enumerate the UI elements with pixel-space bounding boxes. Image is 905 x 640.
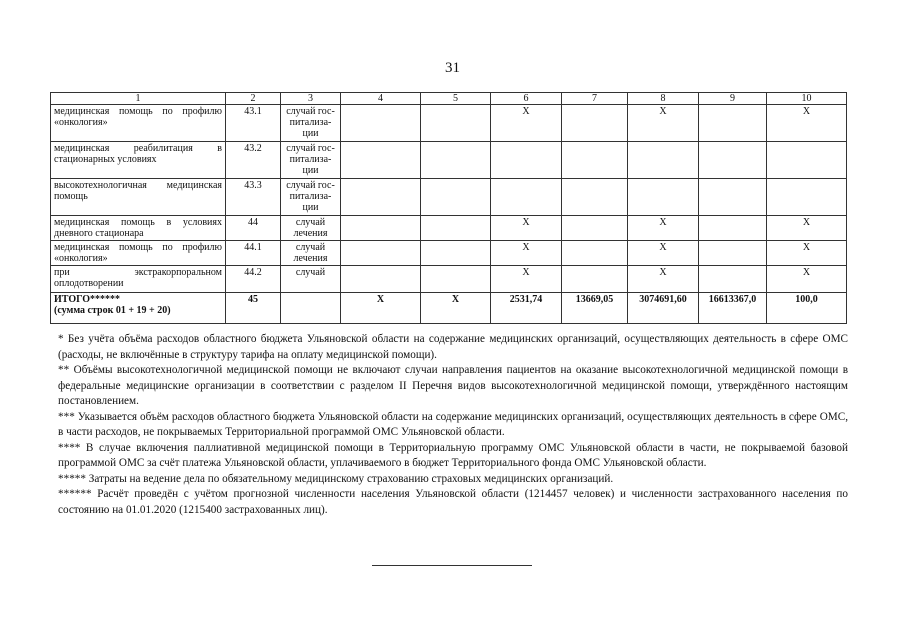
- table-cell: Х: [341, 293, 421, 324]
- table-cell: Х: [491, 216, 562, 241]
- table-cell: [767, 179, 847, 216]
- table-cell: 3074691,60: [628, 293, 699, 324]
- row-label: при экстракорпоральном оплодотворении: [51, 266, 226, 293]
- total-label-cell: [51, 293, 226, 324]
- table-cell: [699, 266, 767, 293]
- table-cell: Х: [767, 216, 847, 241]
- total-row: [51, 293, 847, 324]
- table-cell: 100,0: [767, 293, 847, 324]
- table-row: [51, 142, 847, 179]
- table-cell: [562, 179, 628, 216]
- table-cell: [699, 105, 767, 142]
- table-cell: [421, 216, 491, 241]
- table-cell: Х: [767, 105, 847, 142]
- table-cell: [341, 105, 421, 142]
- table-cell: [491, 179, 562, 216]
- row-label: медицинская реабилитация в стационарных условиях: [51, 142, 226, 179]
- row-unit: случай гос-питализа-ции: [281, 142, 341, 179]
- column-number: 3: [281, 93, 341, 105]
- table-cell: [491, 142, 562, 179]
- table-cell: Х: [491, 241, 562, 266]
- column-number: 7: [562, 93, 628, 105]
- table-cell: 2531,74: [491, 293, 562, 324]
- table-row: [51, 179, 847, 216]
- row-code: 44: [226, 216, 281, 241]
- total-sublabel: (сумма строк 01 + 19 + 20): [54, 305, 171, 316]
- table-cell: [341, 179, 421, 216]
- table-cell: [421, 142, 491, 179]
- table-row: [51, 105, 847, 142]
- footnote: * Без учёта объёма расходов областного бюджета Ульяновской области на содержание медицинских организаций, осуществляющих деятельность в сфере ОМС (расходы, не включённые в структуру тарифа на оплату медицинской помощи).: [58, 333, 848, 361]
- table-cell: [628, 179, 699, 216]
- table-cell: [562, 142, 628, 179]
- row-unit: случай гос-питализа-ции: [281, 105, 341, 142]
- table-cell: [341, 266, 421, 293]
- table-cell: Х: [628, 105, 699, 142]
- row-label: высокотехнологичная медицинская помощь: [51, 179, 226, 216]
- row-code: 44.1: [226, 241, 281, 266]
- table-cell: [562, 216, 628, 241]
- table-cell: [421, 266, 491, 293]
- table-cell: Х: [421, 293, 491, 324]
- financing-table: [50, 92, 847, 324]
- row-unit: случай лечения: [281, 216, 341, 241]
- table-cell: 16613367,0: [699, 293, 767, 324]
- table-cell: Х: [767, 241, 847, 266]
- total-code: 45: [226, 293, 281, 324]
- table-cell: [628, 142, 699, 179]
- page-number: 31: [445, 60, 460, 76]
- table-cell: [699, 241, 767, 266]
- table-cell: [699, 179, 767, 216]
- row-code: 43.3: [226, 179, 281, 216]
- column-number: 9: [699, 93, 767, 105]
- table-cell: [562, 266, 628, 293]
- table-cell: [562, 241, 628, 266]
- table-row: [51, 241, 847, 266]
- table-cell: 13669,05: [562, 293, 628, 324]
- table-header-row: [51, 93, 847, 105]
- column-number: 10: [767, 93, 847, 105]
- row-code: 44.2: [226, 266, 281, 293]
- end-rule: [372, 565, 532, 566]
- footnotes: [58, 332, 848, 518]
- footnote: ** Объёмы высокотехнологичной медицинской помощи не включают случаи направления пациентов на оказание высокотехнологичной медицинской помощи в федеральные медицинские организации в соответствии с разделом II Перечня видов высокотехнологичной медицинской помощи, утверждённого настоящим постановлением.: [58, 364, 848, 407]
- row-label: медицинская помощь по профилю «онкология»: [51, 241, 226, 266]
- footnote: ***** Затраты на ведение дела по обязательному медицинскому страхованию страховых медицинских организаций.: [58, 472, 614, 485]
- total-label: ИТОГО******: [54, 294, 120, 305]
- table-cell: Х: [628, 241, 699, 266]
- row-unit: случай лечения: [281, 241, 341, 266]
- table-cell: [699, 142, 767, 179]
- table-cell: [341, 216, 421, 241]
- table-cell: [699, 216, 767, 241]
- column-number: 8: [628, 93, 699, 105]
- footnote: *** Указывается объём расходов областного бюджета Ульяновской области на содержание медицинских организаций, осуществляющих деятельность в сфере ОМС, в части расходов, не покрываемых Территориальной программой ОМС Ульяновской области.: [58, 410, 848, 438]
- column-number: 2: [226, 93, 281, 105]
- column-number: 1: [51, 93, 226, 105]
- row-unit: случай гос-питализа-ции: [281, 179, 341, 216]
- table-cell: [421, 179, 491, 216]
- table-cell: [421, 241, 491, 266]
- table-cell: [341, 241, 421, 266]
- table-cell: Х: [767, 266, 847, 293]
- table-row: [51, 216, 847, 241]
- table-cell: Х: [491, 266, 562, 293]
- row-code: 43.2: [226, 142, 281, 179]
- footnote: ****** Расчёт проведён с учётом прогнозной численности населения Ульяновской области (1214457 человек) и численности застрахованного населения по состоянию на 01.01.2020 (1215400 застрахованных лиц).: [58, 488, 848, 516]
- column-number: 4: [341, 93, 421, 105]
- table-cell: Х: [491, 105, 562, 142]
- table-cell: [767, 142, 847, 179]
- column-number: 5: [421, 93, 491, 105]
- row-code: 43.1: [226, 105, 281, 142]
- table-cell: [562, 105, 628, 142]
- table-row: [51, 266, 847, 293]
- row-label: медицинская помощь по профилю «онкология»: [51, 105, 226, 142]
- table-cell: [281, 293, 341, 324]
- row-label: медицинская помощь в условиях дневного стационара: [51, 216, 226, 241]
- footnote: **** В случае включения паллиативной медицинской помощи в Территориальную программу ОМС Ульяновской области в части, не покрываемой базовой программой ОМС за счёт платежа Ульяновской области, уплачиваемого в бюджет Территориального фонда ОМС Ульяновской области.: [58, 441, 848, 469]
- table-cell: Х: [628, 266, 699, 293]
- table-cell: [421, 105, 491, 142]
- row-unit: случай: [281, 266, 341, 293]
- table-cell: Х: [628, 216, 699, 241]
- column-number: 6: [491, 93, 562, 105]
- table-cell: [341, 142, 421, 179]
